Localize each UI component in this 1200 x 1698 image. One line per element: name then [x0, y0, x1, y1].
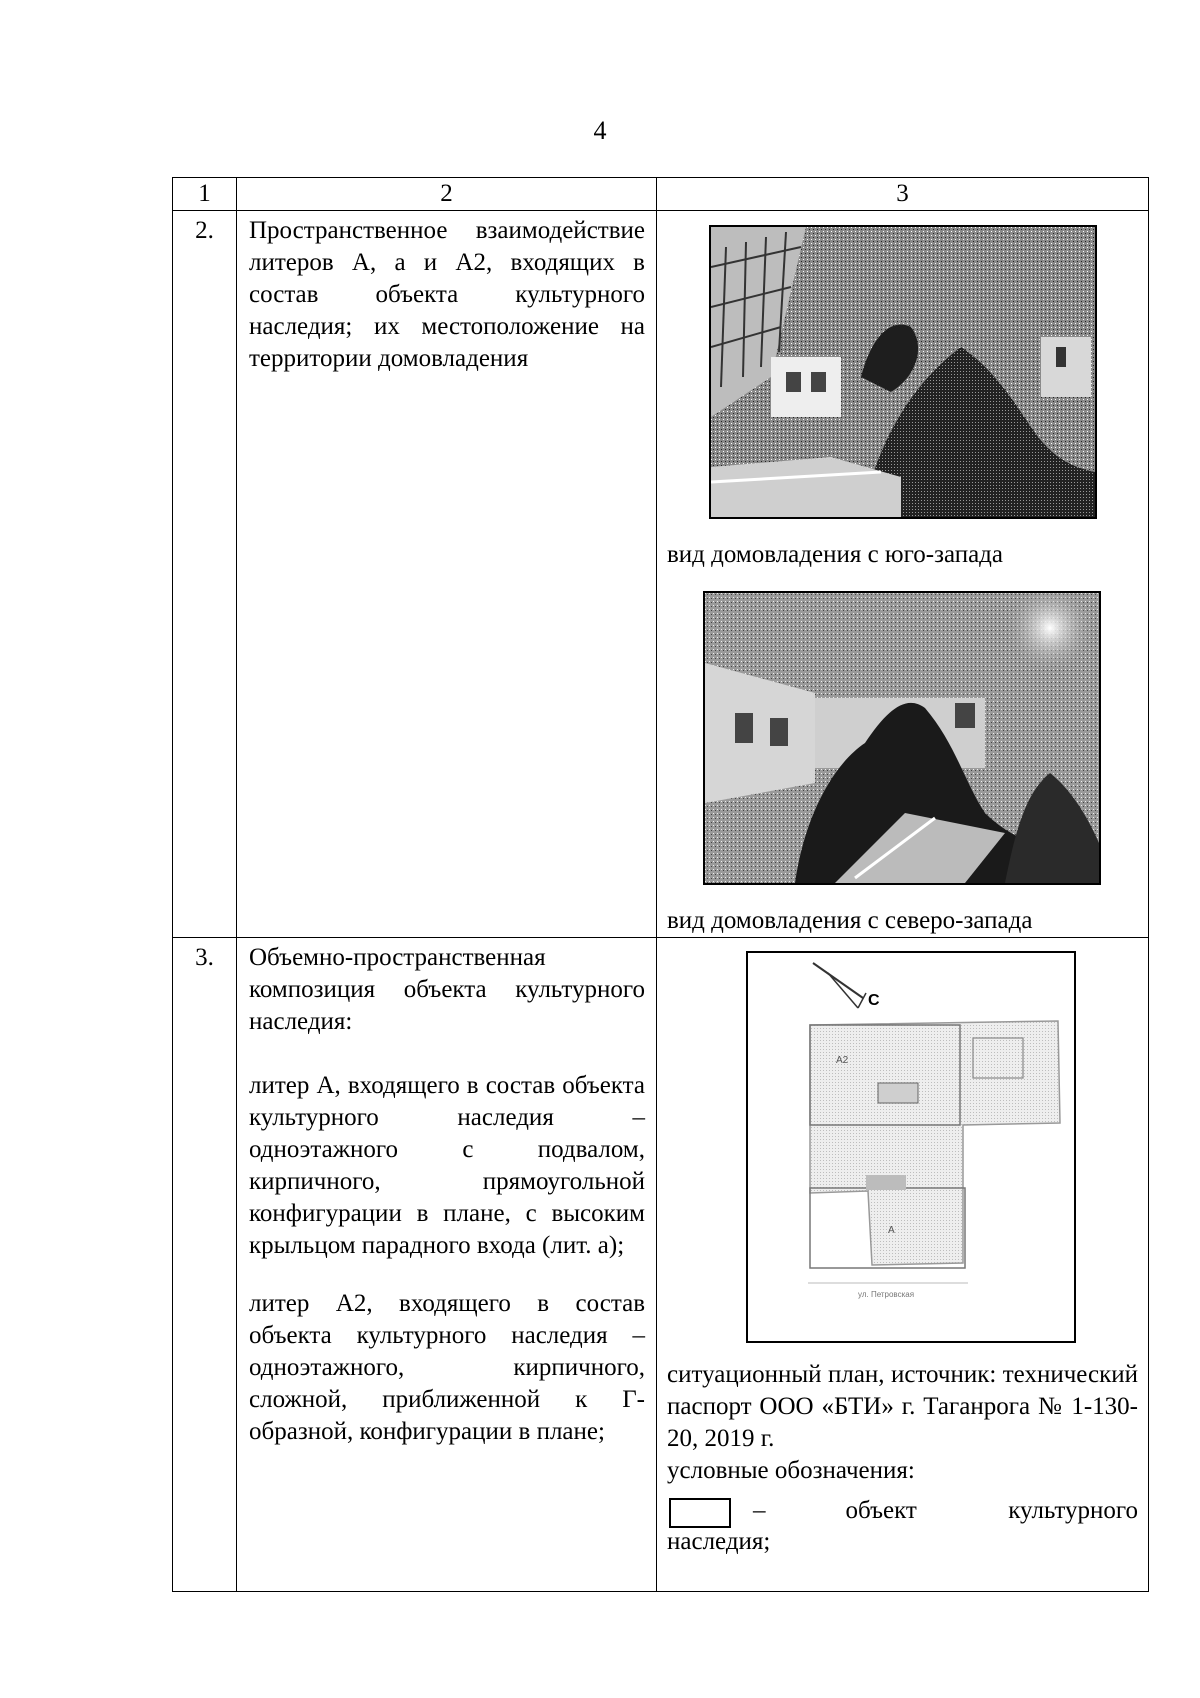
header-col-3: 3 [657, 178, 1149, 211]
north-arrow [813, 963, 880, 1009]
description-paragraph-a2: литер А2, входящего в состав объекта культурного наследия – одноэтажного, кирпичного, сложной, приближенной к Г-образной, конфигурации в плане; [249, 1290, 645, 1445]
photo-northwest [703, 591, 1101, 885]
row-description [237, 211, 657, 938]
legend-text-line2: наследия; [667, 1528, 771, 1555]
legend-text-line1: объект культурного [845, 1497, 1138, 1524]
situation-plan [746, 951, 1076, 1343]
photo-northwest-caption: вид домовладения с северо-запада [667, 907, 1033, 934]
row-images [657, 211, 1149, 938]
north-label: С [868, 992, 880, 1009]
legend-title: условные обозначения: [667, 1457, 915, 1484]
street-label: ул. Петровская [858, 1290, 915, 1299]
description-paragraph-a: литер А, входящего в состав объекта культурного наследия – одноэтажного с подвалом, кирпичного, прямоугольной конфигурации в плане, с высоким крыльцом парадного входа (лит. а); [249, 1072, 645, 1259]
row-plan [657, 938, 1149, 1592]
label-a2: А2 [836, 1055, 849, 1066]
page-number: 4 [593, 116, 607, 145]
document-table [172, 177, 1149, 1592]
description-text: Пространственное взаимодействие литеров А, а и А2, входящих в состав объекта культурного наследия; их местоположение на территории домовладения [249, 217, 645, 372]
table-row [173, 938, 1149, 1592]
header-col-2: 2 [237, 178, 657, 211]
row-description [237, 938, 657, 1592]
row-number: 2. [173, 211, 237, 938]
table-row [173, 211, 1149, 938]
row-number: 3. [173, 938, 237, 1592]
plan-caption: ситуационный план, источник: технический паспорт ООО «БТИ» г. Таганрога № 1-130-20, 2019 г. [667, 1361, 1138, 1452]
description-title: Объемно-пространственная композиция объекта культурного наследия: [249, 944, 645, 1035]
legend-symbol-box [669, 1498, 731, 1528]
photo-southwest [709, 225, 1097, 519]
header-col-1: 1 [173, 178, 237, 211]
legend-dash: – [753, 1497, 766, 1524]
table-header-row [173, 178, 1149, 211]
legend-item [667, 1495, 1138, 1528]
photo-southwest-caption: вид домовладения с юго-запада [667, 541, 1003, 568]
label-a: А [888, 1225, 895, 1236]
